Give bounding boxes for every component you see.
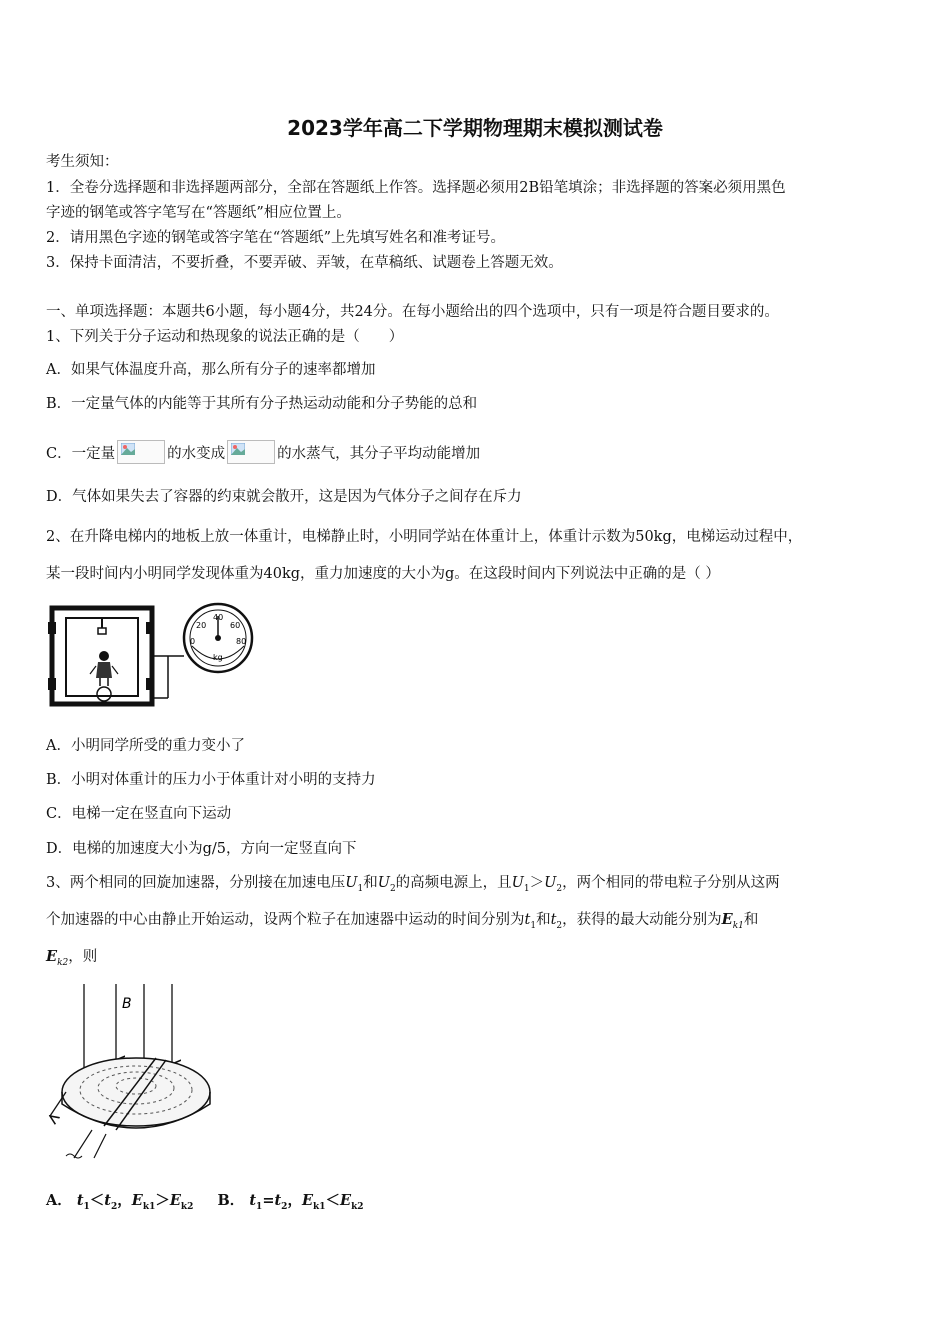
var-t: t: [550, 912, 557, 928]
dial-tick-40: 40: [213, 613, 224, 622]
q3-stem-text: 个加速器的中心由静止开始运动，设两个粒子在加速器中运动的时间分别为: [46, 912, 525, 928]
dial-tick-60: 60: [230, 621, 241, 630]
q1-stem: 1、下列关于分子运动和热现象的说法正确的是（ ）: [46, 329, 404, 345]
q2-stem-1: 2、在升降电梯内的地板上放一体重计，电梯静止时，小明同学站在体重计上，体重计示数为50kg，电梯运动过程中，: [46, 529, 803, 545]
q3-stem-text: ，获得的最大动能分别为: [562, 912, 722, 928]
image-placeholder-icon: [117, 440, 165, 464]
var-e: E: [721, 911, 733, 928]
var-e: E: [301, 1192, 313, 1209]
cyclotron-figure: [44, 980, 224, 1166]
sub-2: 2: [389, 883, 396, 894]
notice-heading: 考生须知：: [46, 154, 119, 170]
q3-stem-text: ，两个相同的带电粒子分别从这两: [562, 875, 780, 891]
notice-item-1: 1．全卷分选择题和非选择题两部分，全部在答题纸上作答。选择题必须用2B铅笔填涂；非选择题的答案必须用黑色: [46, 180, 786, 196]
sub-2: 2: [111, 1201, 118, 1212]
gt-sign: ＞: [529, 875, 545, 891]
sub-2: 2: [281, 1201, 288, 1212]
dial-tick-0: 0: [190, 637, 196, 646]
eq-sign: =: [262, 1192, 275, 1209]
q3-stem-1: [46, 873, 780, 899]
q1-option-d: D．气体如果失去了容器的约束就会散开，这是因为气体分子之间存在斥力: [46, 489, 522, 505]
q1-c-post: 的水蒸气，其分子平均动能增加: [277, 446, 481, 462]
sub-2: 2: [556, 920, 563, 931]
q3-stem-text: ，则: [68, 949, 98, 965]
q1-option-c: [46, 440, 480, 464]
magnetic-field-label: B: [122, 996, 132, 1012]
sub-k2: k2: [180, 1201, 194, 1212]
q3-stem-text: 3、两个相同的回旋加速器，分别接在加速电压: [46, 875, 346, 891]
var-e: E: [131, 1192, 143, 1209]
var-t: t: [76, 1192, 84, 1209]
q1-option-b: B．一定量气体的内能等于其所有分子热运动动能和分子势能的总和: [46, 396, 478, 412]
lt-sign: ＜: [89, 1192, 105, 1209]
q2-option-d: D．电梯的加速度大小为g/5，方向一定竖直向下: [46, 841, 357, 857]
dial-tick-20: 20: [196, 621, 207, 630]
sub-k1: k1: [142, 1201, 156, 1212]
q3-stem-text: 和: [363, 875, 378, 891]
dial-unit: kg: [213, 653, 223, 662]
sub-k2: k2: [57, 957, 69, 968]
q1-c-pre: C．一定量: [46, 446, 116, 462]
var-t: t: [524, 912, 531, 928]
q2-option-a: A．小明同学所受的重力变小了: [46, 738, 245, 754]
q3-stem-text: 和: [743, 912, 759, 928]
var-u: U: [544, 875, 557, 891]
q2-stem-2: 某一段时间内小明同学发现体重为40kg，重力加速度的大小为g。在这段时间内下列说法中正确的是（ ）: [46, 566, 720, 582]
notice-item-2: 2．请用黑色字迹的钢笔或答字笔在“答题纸”上先填写姓名和准考证号。: [46, 230, 506, 246]
sub-1: 1: [530, 920, 537, 931]
var-e: E: [169, 1192, 181, 1209]
sub-2: 2: [556, 883, 563, 894]
sub-1: 1: [523, 883, 530, 894]
option-b-label: B．: [217, 1192, 245, 1209]
notice-item-3: 3．保持卡面清洁，不要折叠，不要弄破、弄皱，在草稿纸、试题卷上答题无效。: [46, 255, 563, 271]
var-e: E: [46, 948, 58, 965]
gt-sign: ＞: [155, 1192, 170, 1209]
var-t: t: [104, 1192, 111, 1209]
notice-item-1-cont: 字迹的钢笔或答字笔写在“答题纸”相应位置上。: [46, 205, 351, 221]
q3-options: [46, 1191, 364, 1217]
q1-c-mid: 的水变成: [167, 446, 226, 462]
var-t: t: [274, 1192, 282, 1209]
var-u: U: [511, 875, 524, 891]
section-heading: 一、单项选择题：本题共6小题，每小题4分，共24分。在每小题给出的四个选项中，只有一项是符合题目要求的。: [46, 304, 779, 320]
sub-k1: k1: [732, 920, 744, 931]
image-placeholder-icon: [227, 440, 275, 464]
sub-k1: k1: [313, 1201, 326, 1212]
q2-option-c: C．电梯一定在竖直向下运动: [46, 806, 232, 822]
sub-1: 1: [83, 1201, 90, 1212]
q1-option-a: A．如果气体温度升高，那么所有分子的速率都增加: [46, 362, 376, 378]
q3-stem-2: [46, 910, 758, 936]
var-t: t: [249, 1192, 257, 1209]
sub-k2: k2: [351, 1201, 364, 1212]
q3-stem-text: 和: [536, 912, 551, 928]
var-u: U: [377, 875, 390, 891]
sub-1: 1: [256, 1201, 263, 1212]
option-a-label: A．: [46, 1192, 72, 1209]
dial-tick-80: 80: [236, 637, 247, 646]
lt-sign: ＜: [325, 1192, 340, 1209]
elevator-scale-figure: [46, 602, 268, 710]
q3-stem-3: [46, 947, 97, 973]
page-title: 2023学年高二下学期物理期末模拟测试卷: [287, 116, 663, 140]
sub-1: 1: [357, 883, 364, 894]
var-e: E: [340, 1192, 352, 1209]
comma: ，: [117, 1192, 132, 1209]
q3-stem-text: 的高频电源上，且: [395, 875, 512, 891]
comma: ，: [287, 1192, 302, 1209]
q2-option-b: B．小明对体重计的压力小于体重计对小明的支持力: [46, 772, 376, 788]
var-u: U: [345, 875, 358, 891]
